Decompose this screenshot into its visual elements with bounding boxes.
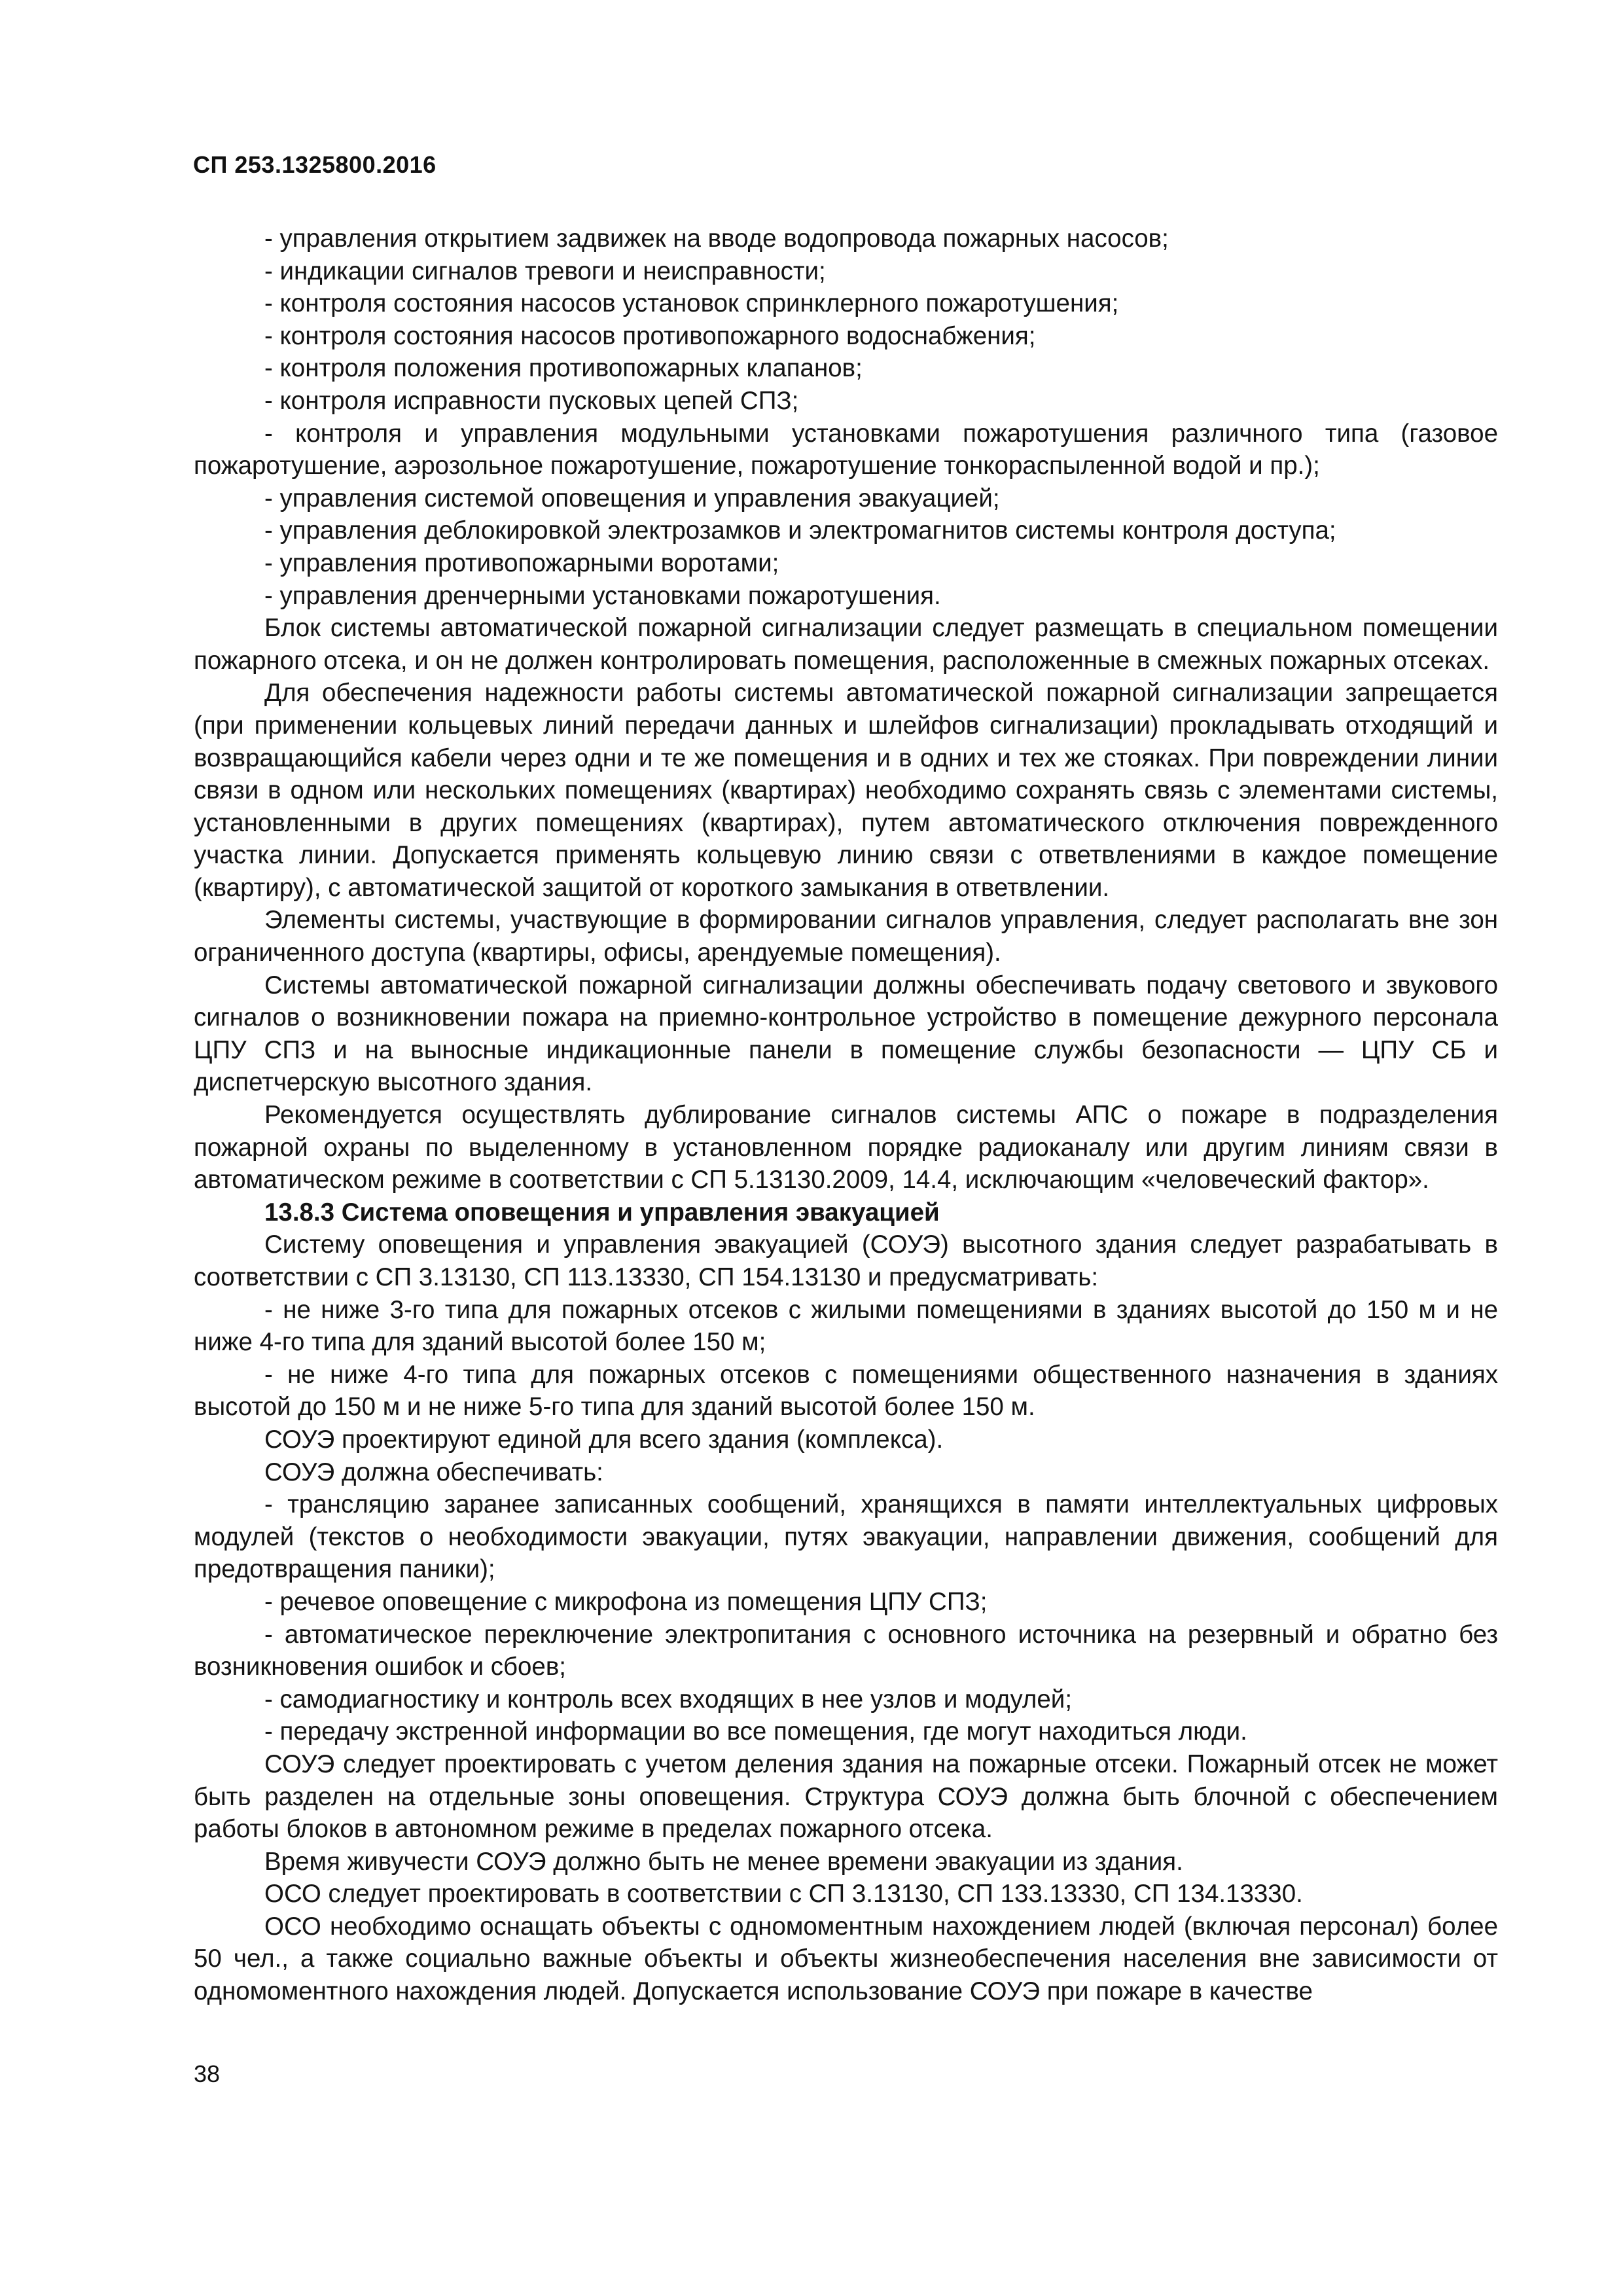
paragraph: - не ниже 4-го типа для пожарных отсеков с помещениями общественного назначения в зданиях высотой до 150 м и не ниже 5-го типа для зданий высотой более 150 м.: [194, 1360, 1498, 1422]
list-item: - управления противопожарными воротами;: [264, 548, 779, 577]
list-item: - контроля положения противопожарных клапанов;: [264, 354, 863, 383]
list-item-wrapped: - контроля и управления модульными установками пожаротушения различного типа (газовое пожаротушение, аэрозольное пожаротушение, пожаротушение тонкораспыленной водой и пр.);: [194, 419, 1498, 480]
list-item: - управления деблокировкой электрозамков и электромагнитов системы контроля доступа;: [264, 516, 1336, 545]
list-item: - контроля исправности пусковых цепей СПЗ;: [264, 386, 799, 415]
list-item: - контроля состояния насосов установок спринклерного пожаротушения;: [264, 289, 1119, 318]
list-item: - управления дренчерными установками пожаротушения.: [264, 581, 941, 610]
list-item: - контроля состояния насосов противопожарного водоснабжения;: [264, 321, 1036, 350]
paragraph: ОСО необходимо оснащать объекты с одномоментным нахождением людей (включая персонал) более 50 чел., а также социально важные объекты и объекты жизнеобеспечения населения вне зависимости от одномоментного нахождения людей. Допускается использование СОУЭ при пожаре в качестве: [194, 1912, 1498, 2006]
paragraph: Блок системы автоматической пожарной сигнализации следует размещать в специальном помещении пожарного отсека, и он не должен контролировать помещения, расположенные в смежных пожарных отсеках.: [194, 614, 1498, 675]
list-item: - индикации сигналов тревоги и неисправности;: [264, 257, 826, 285]
paragraph: СОУЭ проектируют единой для всего здания (комплекса).: [264, 1425, 944, 1454]
paragraph: - автоматическое переключение электропитания с основного источника на резервный и обратно без возникновения ошибок и сбоев;: [194, 1620, 1498, 1681]
document-code-header: СП 253.1325800.2016: [193, 151, 437, 178]
paragraph: Элементы системы, участвующие в формировании сигналов управления, следует располагать вне зон ограниченного доступа (квартиры, офисы, арендуемые помещения).: [194, 906, 1498, 967]
paragraph: Системы автоматической пожарной сигнализации должны обеспечивать подачу светового и звукового сигналов о возникновении пожара на приемно-контрольное устройство в помещение дежурного персонала ЦПУ СПЗ и на выносные индикационные панели в помещение службы безопасности — ЦПУ СБ и диспетчерскую высотного здания.: [194, 971, 1498, 1097]
paragraph: Время живучести СОУЭ должно быть не менее времени эвакуации из здания.: [264, 1847, 1183, 1876]
list-item: - управления системой оповещения и управления эвакуацией;: [264, 484, 1000, 512]
paragraph: СОУЭ следует проектировать с учетом деления здания на пожарные отсеки. Пожарный отсек не может быть разделен на отдельные зоны оповещения. Структура СОУЭ должна быть блочной с обеспечением работы блоков в автономном режиме в пределах пожарного отсека.: [194, 1749, 1498, 1844]
paragraph: Систему оповещения и управления эвакуацией (СОУЭ) высотного здания следует разрабатывать в соответствии с СП 3.13130, СП 113.13330, СП 154.13130 и предусматривать:: [194, 1230, 1498, 1291]
paragraph: - трансляцию заранее записанных сообщений, хранящихся в памяти интеллектуальных цифровых модулей (текстов о необходимости эвакуации, путях эвакуации, направлении движения, сообщений для предотвращения паники);: [194, 1490, 1498, 1584]
document-body: [194, 223, 1498, 2008]
list-item: - управления открытием задвижек на вводе водопровода пожарных насосов;: [264, 224, 1169, 253]
paragraph: СОУЭ должна обеспечивать:: [264, 1458, 603, 1486]
paragraph: Для обеспечения надежности работы системы автоматической пожарной сигнализации запрещается (при применении кольцевых линий передачи данных и шлейфов сигнализации) прокладывать отходящий и возвращающийся кабели через одни и те же помещения и в одних и тех же стояках. При повреждении линии связи в одном или нескольких помещениях (квартирах) необходимо сохранять связь с элементами системы, установленными в других помещениях (квартирах), путем автоматического отключения поврежденного участка линии. Допускается применять кольцевую линию связи с ответвлениями в каждое помещение (квартиру), с автоматической защитой от короткого замыкания в ответвлении.: [194, 679, 1498, 902]
page-number: 38: [194, 2060, 221, 2087]
paragraph: - передачу экстренной информации во все помещения, где могут находиться люди.: [264, 1717, 1247, 1746]
paragraph: ОСО следует проектировать в соответствии с СП 3.13130, СП 133.13330, СП 134.13330.: [264, 1880, 1303, 1909]
paragraph: Рекомендуется осуществлять дублирование сигналов системы АПС о пожаре в подразделения пожарной охраны по выделенному в установленном порядке радиоканалу или другим линиям связи в автоматическом режиме в соответствии с СП 5.13130.2009, 14.4, исключающим «человеческий фактор».: [194, 1101, 1498, 1194]
paragraph: - речевое оповещение с микрофона из помещения ЦПУ СПЗ;: [264, 1587, 988, 1616]
paragraph: - самодиагностику и контроль всех входящих в нее узлов и модулей;: [264, 1685, 1073, 1713]
paragraph: - не ниже 3-го типа для пожарных отсеков с жилыми помещениями в зданиях высотой до 150 м и не ниже 4-го типа для зданий высотой более 150 м;: [194, 1295, 1498, 1357]
section-heading: 13.8.3 Система оповещения и управления эвакуацией: [264, 1198, 940, 1227]
